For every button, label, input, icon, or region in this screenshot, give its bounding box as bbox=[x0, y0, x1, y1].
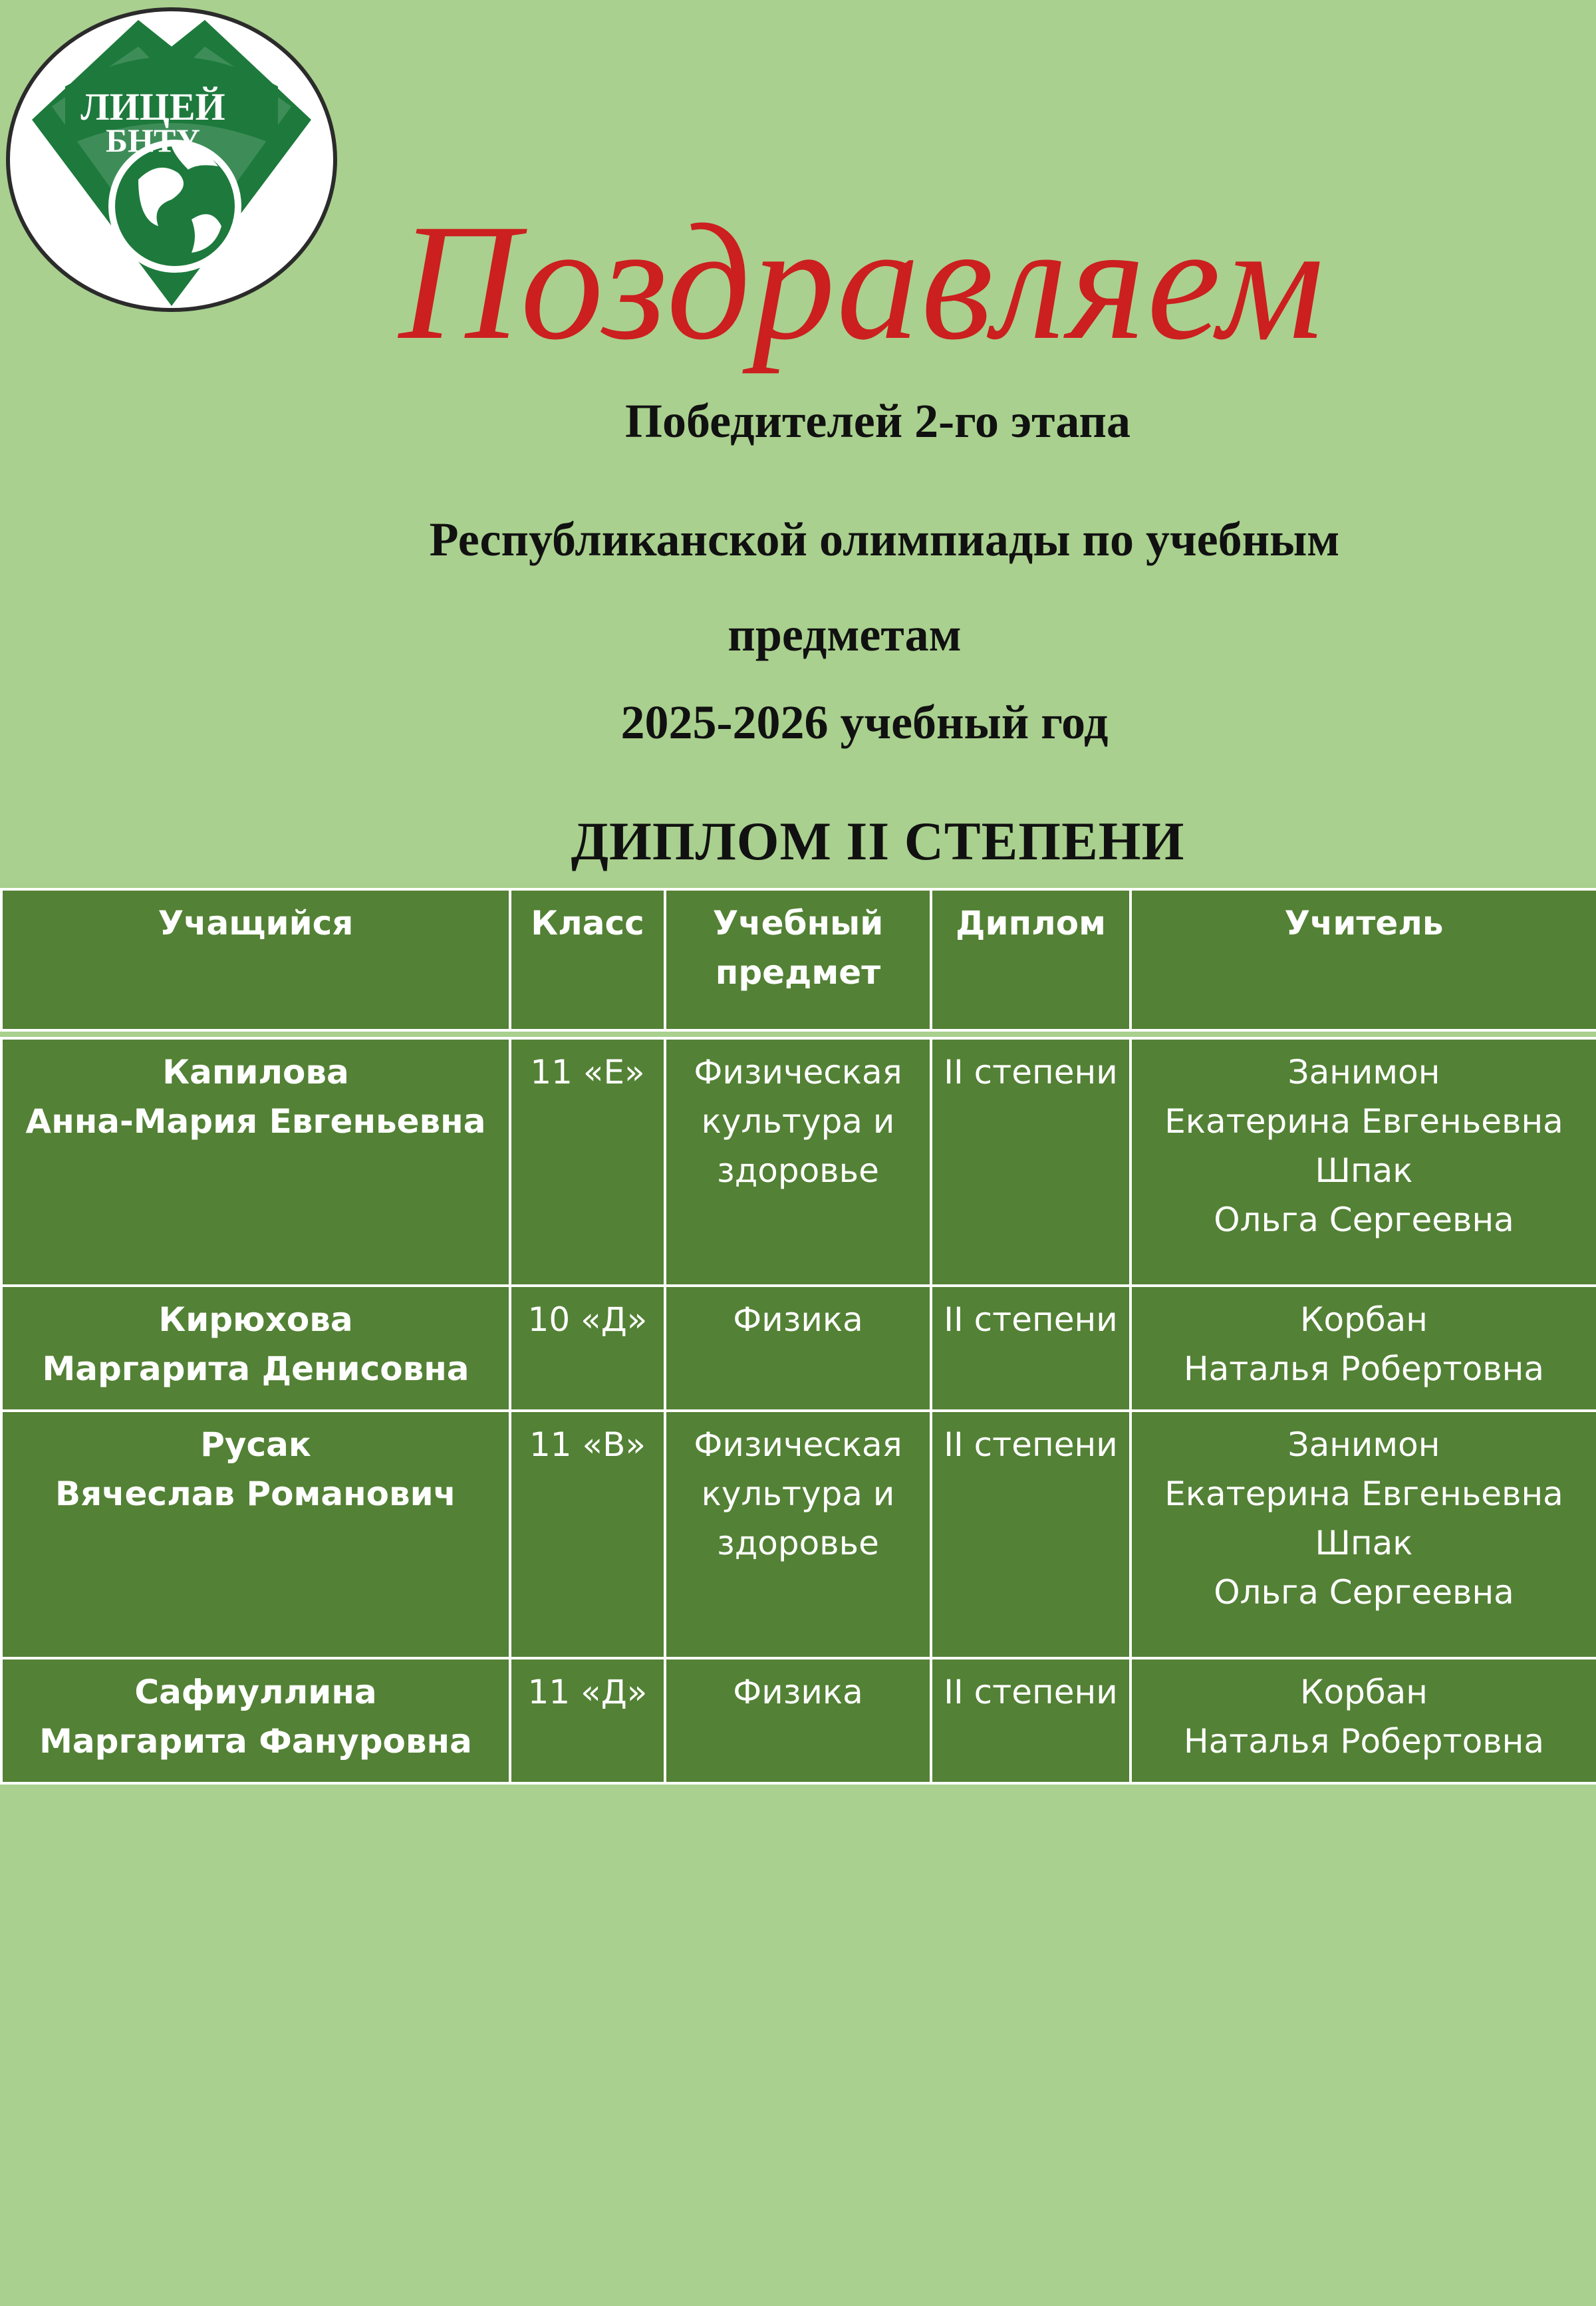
teacher-line: Наталья Робертовна bbox=[1184, 1350, 1544, 1388]
subject-cell bbox=[665, 1411, 931, 1658]
school-year: 2025-2026 учебный год bbox=[620, 696, 1109, 749]
student-surname: Русак bbox=[200, 1425, 311, 1464]
header-student: Учащийся bbox=[1, 889, 510, 1030]
table-row bbox=[1, 1658, 1596, 1783]
subtitle-line-1: Победителей 2-го этапа bbox=[625, 394, 1130, 448]
student-name: Маргарита Фануровна bbox=[39, 1722, 472, 1761]
table-row bbox=[1, 1038, 1596, 1286]
student-name: Маргарита Денисовна bbox=[42, 1350, 469, 1388]
diploma-heading: ДИПЛОМ II СТЕПЕНИ bbox=[571, 811, 1185, 871]
table-header-row bbox=[1, 889, 1596, 1030]
subject-cell bbox=[665, 1038, 931, 1286]
logo-text-line2: БНТУ bbox=[106, 122, 200, 159]
teacher-cell bbox=[1130, 1658, 1596, 1783]
student-surname: Капилова bbox=[162, 1053, 349, 1091]
student-name: Вячеслав Романович bbox=[55, 1475, 456, 1513]
subject-line: Физика bbox=[733, 1673, 863, 1711]
teacher-line: Шпак bbox=[1315, 1524, 1413, 1562]
diploma-cell: II степени bbox=[931, 1658, 1130, 1783]
teacher-cell bbox=[1130, 1411, 1596, 1658]
diploma-cell: II степени bbox=[931, 1038, 1130, 1286]
subject-cell bbox=[665, 1286, 931, 1411]
diploma-cell: II степени bbox=[931, 1286, 1130, 1411]
class-cell: 10 «Д» bbox=[510, 1286, 665, 1411]
student-surname: Кирюхова bbox=[158, 1300, 353, 1339]
teacher-line: Наталья Робертовна bbox=[1184, 1722, 1544, 1761]
teacher-line: Корбан bbox=[1300, 1673, 1428, 1711]
subject-line: здоровье bbox=[717, 1524, 879, 1562]
student-cell bbox=[1, 1658, 510, 1783]
subtitle-line-3: предметам bbox=[728, 608, 962, 661]
subject-cell bbox=[665, 1658, 931, 1783]
teacher-line: Занимон bbox=[1287, 1425, 1440, 1464]
subject-line: Физическая bbox=[694, 1053, 902, 1091]
subject-line: культура и bbox=[701, 1102, 895, 1141]
teacher-line: Корбан bbox=[1300, 1300, 1428, 1339]
subject-line: Физика bbox=[733, 1300, 863, 1339]
header-subject: Учебный предмет bbox=[665, 889, 931, 1030]
student-cell bbox=[1, 1286, 510, 1411]
winners-table bbox=[0, 888, 1596, 1785]
class-cell: 11 «В» bbox=[510, 1411, 665, 1658]
teacher-line: Екатерина Евгеньевна bbox=[1164, 1102, 1563, 1141]
table-row bbox=[1, 1286, 1596, 1411]
student-surname: Сафиуллина bbox=[134, 1673, 377, 1711]
teacher-line: Шпак bbox=[1315, 1151, 1413, 1190]
header-teacher: Учитель bbox=[1130, 889, 1596, 1030]
header-diploma: Диплом bbox=[931, 889, 1130, 1030]
student-cell bbox=[1, 1411, 510, 1658]
lyceum-logo bbox=[5, 7, 338, 313]
header-class: Класс bbox=[510, 889, 665, 1030]
subject-line: Физическая bbox=[694, 1425, 902, 1464]
table-gap bbox=[1, 1030, 1596, 1038]
teacher-cell bbox=[1130, 1286, 1596, 1411]
student-name: Анна-Мария Евгеньевна bbox=[25, 1102, 486, 1141]
class-cell: 11 «Е» bbox=[510, 1038, 665, 1286]
teacher-line: Ольга Сергеевна bbox=[1214, 1573, 1514, 1612]
subject-line: культура и bbox=[701, 1475, 895, 1513]
teacher-line: Ольга Сергеевна bbox=[1214, 1201, 1514, 1239]
class-cell: 11 «Д» bbox=[510, 1658, 665, 1783]
table-row bbox=[1, 1411, 1596, 1658]
subject-line: здоровье bbox=[717, 1151, 879, 1190]
student-cell bbox=[1, 1038, 510, 1286]
diploma-cell: II степени bbox=[931, 1411, 1130, 1658]
subtitle-line-2: Республиканской олимпиады по учебным bbox=[429, 513, 1340, 566]
teacher-line: Занимон bbox=[1287, 1053, 1440, 1091]
page-title: Поздравляем bbox=[399, 190, 1325, 374]
teacher-cell bbox=[1130, 1038, 1596, 1286]
logo-text-line1: ЛИЦЕЙ bbox=[80, 85, 225, 128]
globe-book-icon bbox=[5, 7, 338, 313]
teacher-line: Екатерина Евгеньевна bbox=[1164, 1475, 1563, 1513]
